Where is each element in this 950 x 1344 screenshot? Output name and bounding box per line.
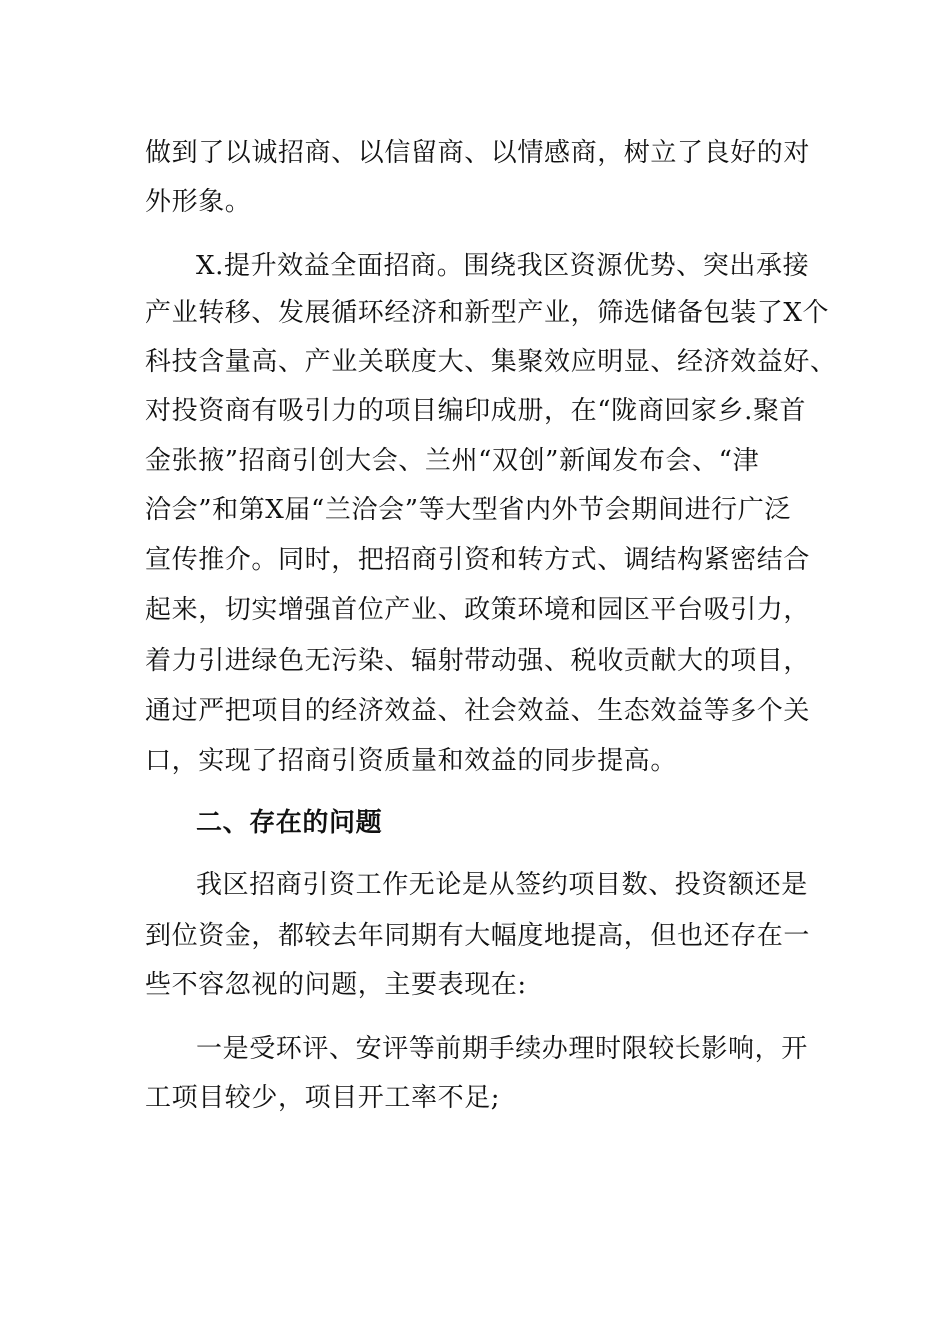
paragraph-line: 产业转移、发展循环经济和新型产业，筛选储备包装了X个 bbox=[145, 298, 830, 328]
paragraph-line: 对投资商有吸引力的项目编印成册，在“陇商回家乡.聚首 bbox=[145, 396, 807, 426]
paragraph-line: 我区招商引资工作无论是从签约项目数、投资额还是 bbox=[196, 870, 808, 900]
paragraph-line: 金张掖”招商引创大会、兰州“双创”新闻发布会、“津 bbox=[145, 446, 760, 476]
paragraph-line: 工项目较少，项目开工率不足; bbox=[145, 1083, 501, 1113]
paragraph-line: 科技含量高、产业关联度大、集聚效应明显、经济效益好、 bbox=[145, 347, 837, 377]
paragraph-line: X.提升效益全面招商。围绕我区资源优势、突出承接 bbox=[196, 251, 810, 281]
paragraph-line: 到位资金，都较去年同期有大幅度地提高，但也还存在一 bbox=[145, 921, 811, 951]
paragraph-line: 宣传推介。同时，把招商引资和转方式、调结构紧密结合 bbox=[145, 545, 811, 575]
paragraph-line: 通过严把项目的经济效益、社会效益、生态效益等多个关 bbox=[145, 696, 811, 726]
paragraph-line: 着力引进绿色无污染、辐射带动强、税收贡献大的项目， bbox=[145, 646, 811, 676]
paragraph-line: 些不容忽视的问题，主要表现在: bbox=[145, 970, 527, 1000]
paragraph-line: 起来，切实增强首位产业、政策环境和园区平台吸引力， bbox=[145, 595, 811, 625]
paragraph-line: 一是受环评、安评等前期手续办理时限较长影响，开 bbox=[196, 1034, 808, 1064]
section-heading: 二、存在的问题 bbox=[196, 808, 383, 838]
paragraph-line: 外形象。 bbox=[145, 187, 252, 217]
paragraph-line: 做到了以诚招商、以信留商、以情感商，树立了良好的对 bbox=[145, 138, 811, 168]
paragraph-line: 口，实现了招商引资质量和效益的同步提高。 bbox=[145, 746, 678, 776]
paragraph-line: 洽会”和第X届“兰洽会”等大型省内外节会期间进行广泛 bbox=[145, 495, 791, 525]
